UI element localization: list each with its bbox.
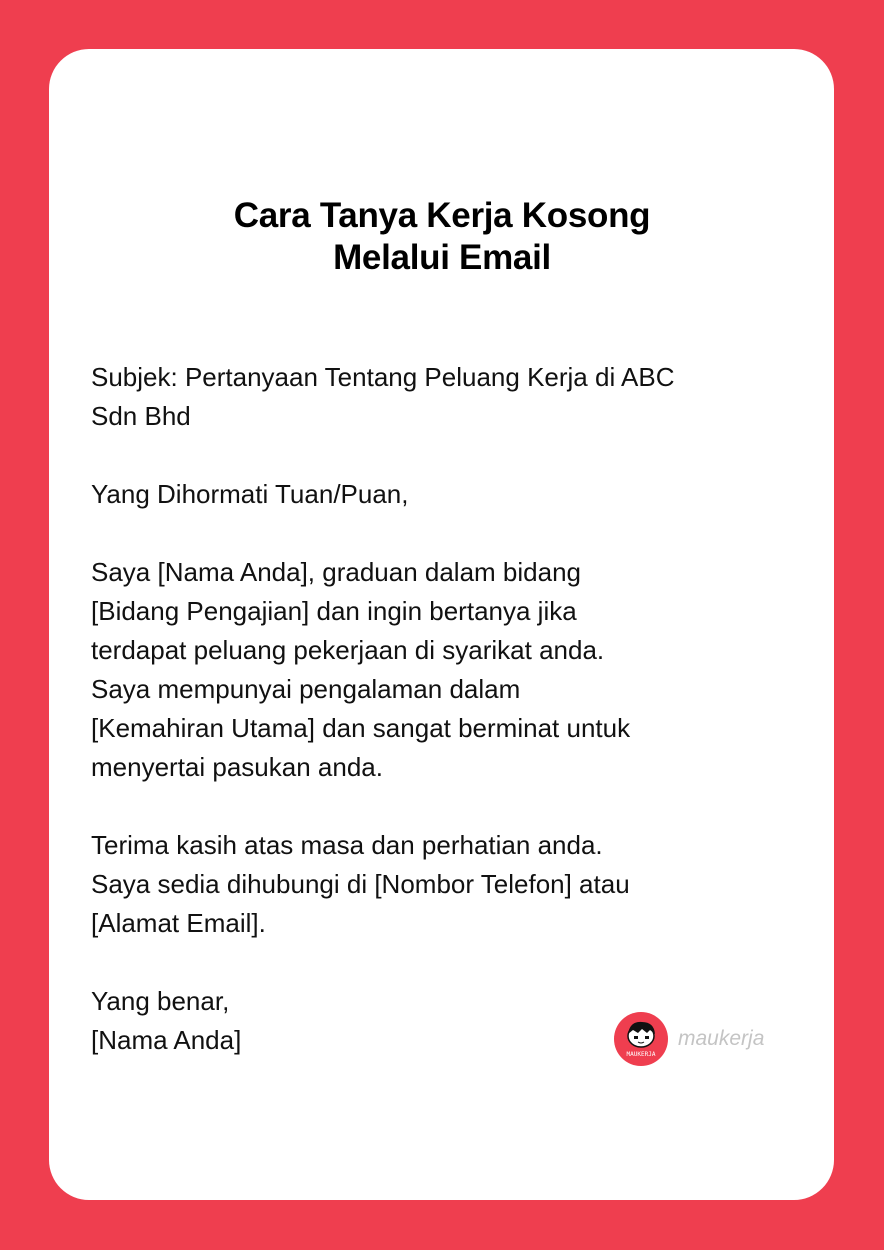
- text-line: [Alamat Email].: [91, 908, 266, 938]
- text-line: Subjek: Pertanyaan Tentang Peluang Kerja di ABC: [91, 362, 675, 392]
- text-line: [Nama Anda]: [91, 1025, 242, 1055]
- text-line: Saya sedia dihubungi di [Nombor Telefon] atau: [91, 869, 630, 899]
- email-body: [91, 358, 811, 1099]
- maukerja-logo-icon: [614, 1012, 668, 1066]
- text-line: menyertai pasukan anda.: [91, 752, 383, 782]
- text-line: Yang Dihormati Tuan/Puan,: [91, 479, 409, 509]
- email-paragraph: [91, 553, 811, 787]
- email-paragraph: [91, 826, 811, 943]
- brand-name: maukerja: [678, 1027, 765, 1050]
- text-line: [Kemahiran Utama] dan sangat berminat untuk: [91, 713, 631, 743]
- title-line: Cara Tanya Kerja Kosong: [233, 196, 651, 235]
- text-line: Saya [Nama Anda], graduan dalam bidang: [91, 557, 582, 587]
- title-line: Melalui Email: [333, 238, 551, 277]
- svg-text:MAUKERJA: MAUKERJA: [626, 1051, 656, 1058]
- email-paragraph: [91, 475, 811, 514]
- text-line: Saya mempunyai pengalaman dalam: [91, 674, 521, 704]
- text-line: terdapat peluang pekerjaan di syarikat anda.: [91, 635, 605, 665]
- text-line: Terima kasih atas masa dan perhatian anda.: [91, 830, 603, 860]
- brand-logo: [614, 1012, 764, 1066]
- text-line: [Bidang Pengajian] dan ingin bertanya jika: [91, 596, 577, 626]
- page-title: [0, 195, 884, 279]
- text-line: Yang benar,: [91, 986, 230, 1016]
- text-line: Sdn Bhd: [91, 401, 191, 431]
- email-paragraph: [91, 358, 811, 436]
